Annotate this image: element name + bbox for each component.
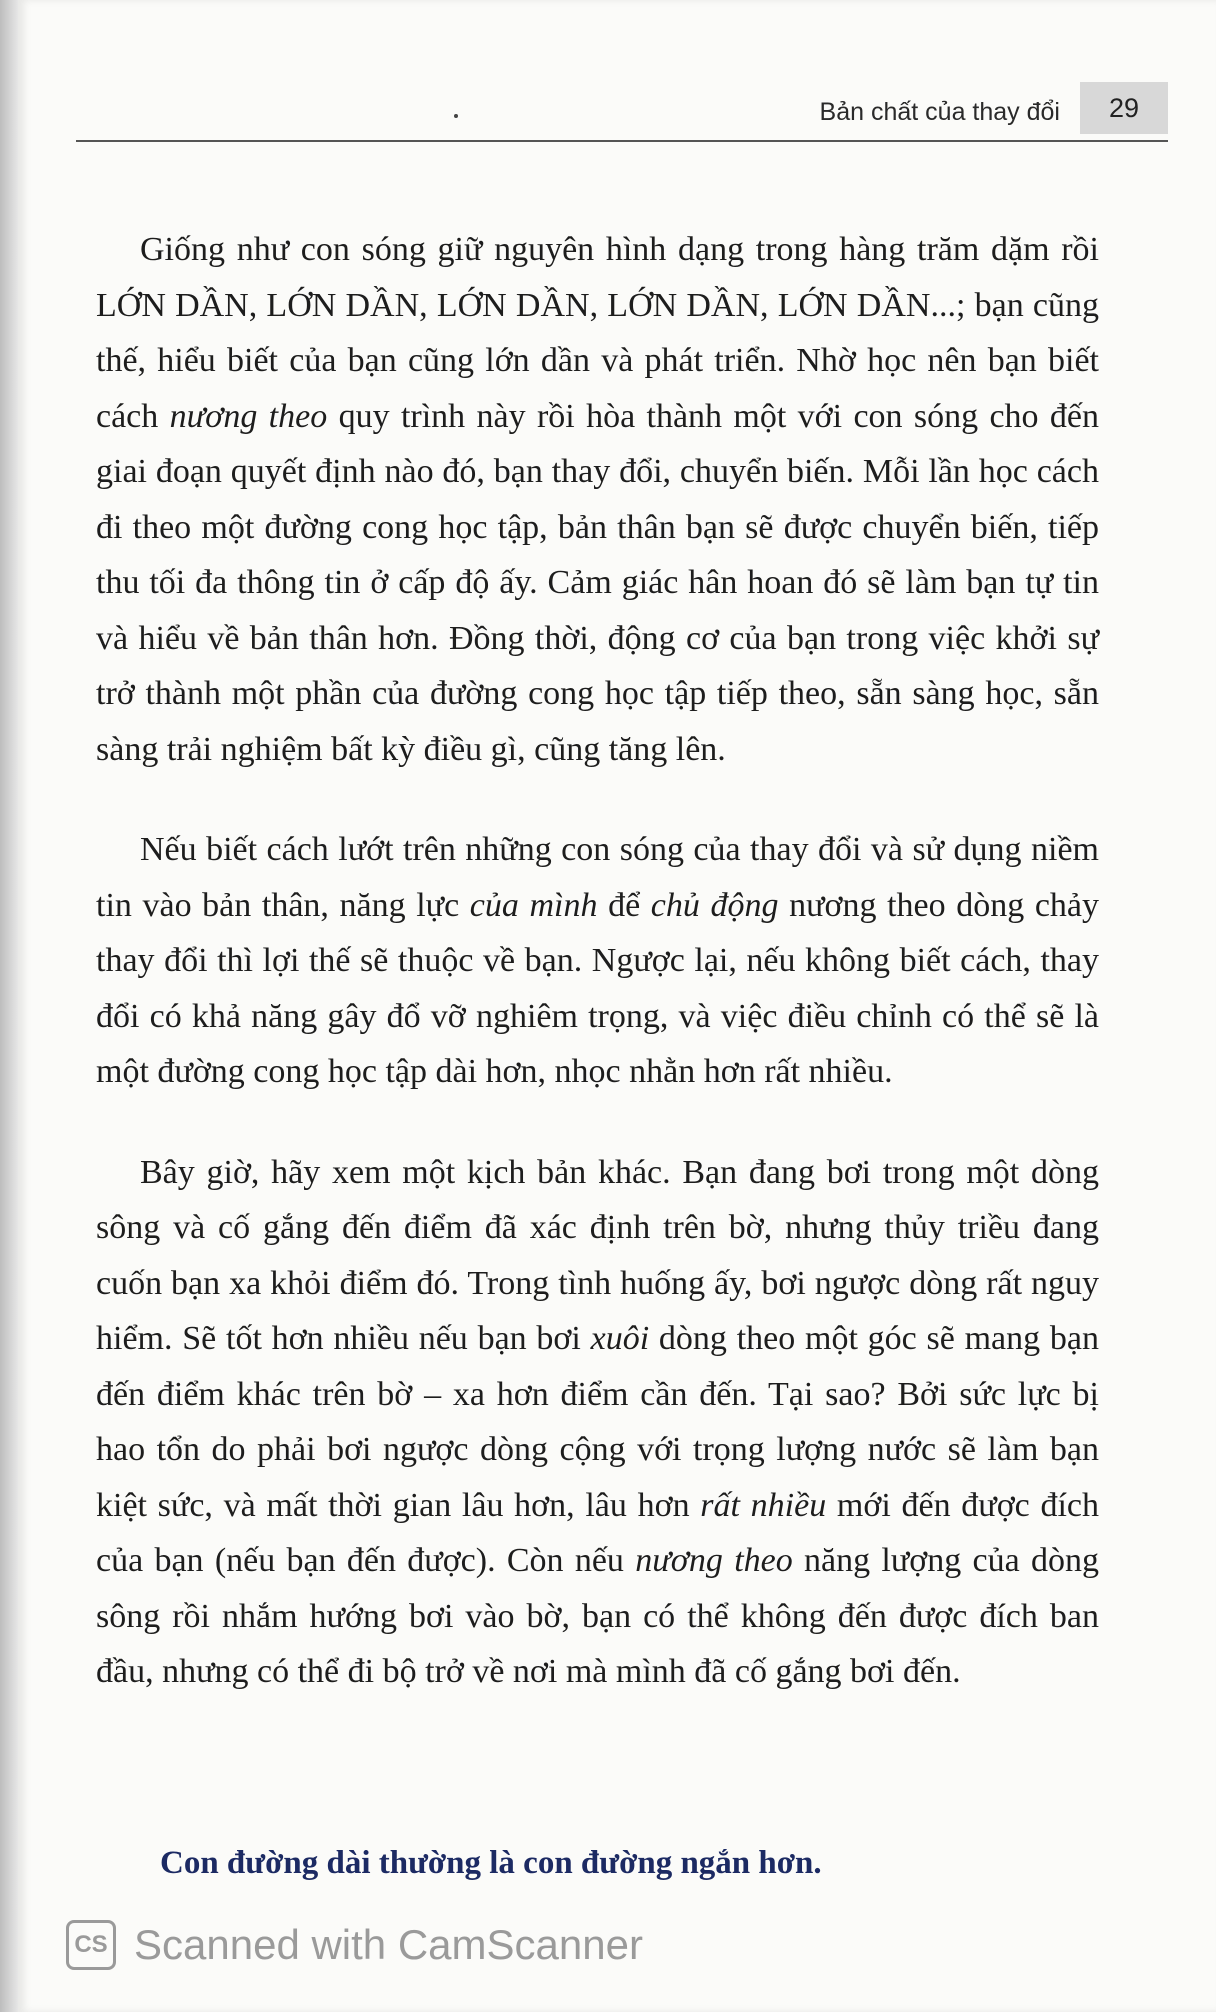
paragraph-2-italic-1: của mình	[469, 886, 598, 924]
paragraph-3-italic-1: xuôi	[590, 1320, 650, 1357]
paragraph-1-small-caps: LỚN DẦN, LỚN DẦN, LỚN DẦN, LỚN DẦN, LỚN DẦN	[96, 286, 931, 324]
paragraph-3-text-b: dòng theo một góc sẽ mang bạn đến điểm khác trên bờ – xa hơn điểm cần đến. Tại sao? Bởi sức lực bị hao tổn do phải bơi ngược dòng cộng với trọng lượng nước sẽ làm bạn kiệt sức, và mất thời gian lâu hơn, lâu hơn	[96, 1320, 1099, 1524]
paragraph-2-text-a: Nếu biết cách lướt trên những con sóng của thay đổi và sử dụng niềm tin vào bản thân, năng lực	[96, 831, 1099, 924]
highlight-quote: Con đường dài thường là con đường ngắn hơn.	[160, 1845, 822, 1881]
paragraph-2-text-b: để	[597, 886, 651, 924]
running-header	[76, 78, 1168, 142]
paragraph-2-text-c: nương theo dòng chảy thay đổi thì lợi thế sẽ thuộc về bạn. Ngược lại, nếu không biết cách, thay đổi có khả năng gây đổ vỡ nghiêm trọng, và việc điều chỉnh có thể sẽ là một đường cong học tập dài hơn, nhọc nhằn hơn rất nhiều.	[96, 886, 1100, 1090]
paragraph-3-text-a: Bây giờ, hãy xem một kịch bản khác. Bạn đang bơi trong một dòng sông và cố gắng đến điểm đã xác định trên bờ, nhưng thủy triều đang cuốn bạn xa khỏi điểm đó. Trong tình huống ấy, bơi ngược dòng rất nguy hiểm. Sẽ tốt hơn nhiều nếu bạn bơi	[96, 1153, 1099, 1357]
book-page	[18, 0, 1216, 2012]
running-title: Bản chất của thay đổi	[819, 98, 1060, 126]
paragraph-3-text-d: năng lượng của dòng sông rồi nhắm hướng bơi vào bờ, bạn có thể không đến được đích ban đầu, nhưng có thể đi bộ trở về nơi mà mình đã cố gắng bơi đến.	[96, 1542, 1099, 1690]
camscanner-watermark	[66, 1918, 643, 1972]
paragraph-2-italic-2: chủ động	[650, 886, 779, 924]
page-edge-shadow	[0, 0, 18, 2012]
camscanner-logo-icon: CS	[66, 1920, 116, 1970]
paragraph-1-italic-1: nương theo	[169, 397, 328, 435]
paragraph-3-italic-2: rất nhiều	[700, 1486, 827, 1524]
paragraph-3-italic-3: nương theo	[635, 1542, 793, 1579]
paragraph-1-text-a: Giống như con sóng giữ nguyên hình dạng trong hàng trăm dặm rồi	[140, 231, 1099, 268]
body-text	[96, 222, 1099, 1700]
paragraph-3-text-c: mới đến được đích của bạn (nếu bạn đến được). Còn nếu	[96, 1486, 1100, 1579]
paragraph-3	[96, 1145, 1099, 1700]
paragraph-2	[96, 822, 1099, 1100]
header-dot-mark	[454, 114, 458, 118]
page-number: 29	[1080, 82, 1168, 134]
watermark-text: Scanned with CamScanner	[134, 1921, 643, 1968]
paragraph-1-text-b: ...; bạn cũng thế, hiểu biết của bạn cũng lớn dần và phát triển. Nhờ học nên bạn biết cách	[96, 286, 1099, 435]
paragraph-1-text-c: quy trình này rồi hòa thành một với con sóng cho đến giai đoạn quyết định nào đó, bạn thay đổi, chuyển biến. Mỗi lần học cách đi theo một đường cong học tập, bản thân bạn sẽ được chuyển biến, tiếp thu tối đa thông tin ở cấp độ ấy. Cảm giác hân hoan đó sẽ làm bạn tự tin và hiểu về bản thân hơn. Đồng thời, động cơ của bạn trong việc khởi sự trở thành một phần của đường cong học tập tiếp theo, sẵn sàng học, sẵn sàng trải nghiệm bất kỳ điều gì, cũng tăng lên.	[96, 397, 1100, 768]
paragraph-1	[96, 222, 1099, 777]
